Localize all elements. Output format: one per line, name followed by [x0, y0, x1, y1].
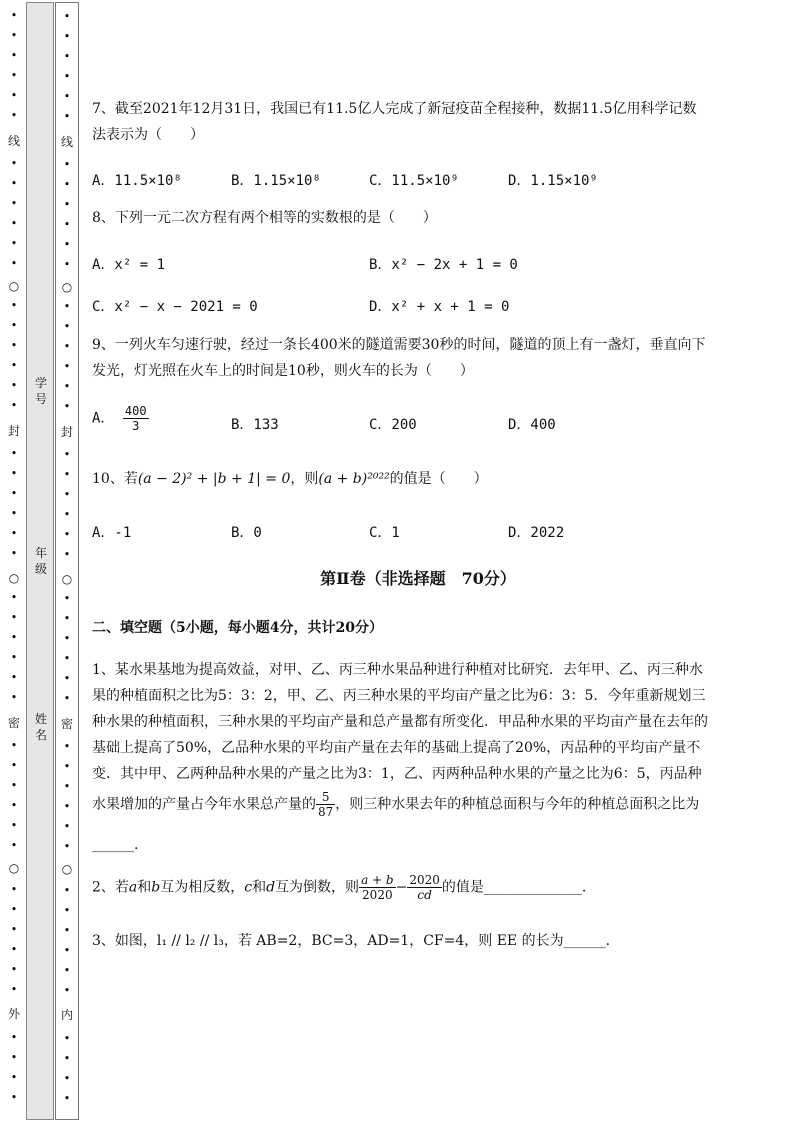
margin-dot: •: [64, 52, 70, 62]
fraction-denominator: 87: [318, 805, 334, 819]
margin-dot: •: [64, 1054, 70, 1064]
margin-dot: •: [64, 1094, 70, 1104]
margin-dot: •: [11, 91, 17, 101]
question-10: [92, 466, 488, 492]
margin-dot: •: [11, 159, 17, 169]
margin-dot: •: [11, 1053, 17, 1063]
question-7-line-2: 法表示为（ ）: [92, 127, 204, 143]
margin-dot: •: [64, 550, 70, 560]
margin-dot: •: [11, 781, 17, 791]
fill-2-and: 和: [137, 879, 152, 896]
q9-option-a-fraction: [123, 404, 149, 433]
q10-suffix: 的值是（ ）: [389, 471, 488, 487]
margin-dot: •: [64, 112, 70, 122]
margin-dot: •: [64, 220, 70, 230]
fraction-denominator: cd: [417, 888, 432, 902]
fill-1-line-3: 种水果的种植面积，三种水果的平均亩产量和总产量都有所变化．甲品种水果的平均亩产量在去年的: [92, 714, 708, 730]
grade-label: 年级: [34, 546, 47, 576]
margin-dot: •: [64, 1034, 70, 1044]
margin-dot: •: [64, 1074, 70, 1084]
margin-dot: •: [64, 510, 70, 520]
margin-circle: ○: [8, 861, 20, 875]
fill-1-line-6: [92, 790, 699, 819]
margin-dot: •: [11, 693, 17, 703]
var-d: d: [266, 879, 276, 896]
margin-dot: •: [11, 321, 17, 331]
margin-dot: •: [11, 509, 17, 519]
margin-dot: •: [11, 905, 17, 915]
margin-dot: •: [64, 322, 70, 332]
margin-dot: •: [64, 160, 70, 170]
margin-dot: •: [64, 802, 70, 812]
q8-option-a: A．x² = 1: [92, 257, 166, 273]
margin-dot: •: [11, 301, 17, 311]
margin-dot: •: [11, 341, 17, 351]
question-9-line-1: 9、一列火车匀速行驶，经过一条长400米的隧道需要30秒的时间，隧道的顶上有一盏灯，垂直向下: [92, 337, 706, 353]
margin-dot: •: [11, 1073, 17, 1083]
fill-1-line-4: 基础上提高了50%，乙品种水果的平均亩产量在去年的基础上提高了20%，丙品种的平均亩产量不: [92, 740, 701, 756]
q10-expression-2: (a + b)²⁰²²: [318, 471, 390, 487]
fill-1-fraction: [316, 790, 335, 819]
margin-dot: •: [64, 946, 70, 956]
margin-mark-seal: 封: [60, 425, 73, 439]
fill-2-prefix: 2、若: [92, 879, 129, 896]
margin-dot: •: [11, 925, 17, 935]
binding-margin-inner: [55, 2, 79, 1120]
margin-dot: •: [11, 965, 17, 975]
margin-dot: •: [11, 633, 17, 643]
margin-dot: •: [64, 12, 70, 22]
section-title: 第Ⅱ卷（非选择题 70分）: [320, 569, 516, 588]
margin-circle: ○: [61, 280, 73, 294]
q7-option-c: C．11.5×10⁹: [369, 173, 459, 189]
q10-option-c: C．1: [369, 525, 400, 541]
margin-dot: •: [11, 11, 17, 21]
fill-2-minus: −: [395, 879, 408, 896]
fraction-numerator: 2020: [409, 873, 440, 887]
margin-mark-line: 线: [7, 134, 20, 148]
name-label: 姓名: [34, 712, 47, 742]
fill-1-last-prefix: 水果增加的产量占今年水果总产量的: [92, 796, 316, 813]
fraction-numerator: 400: [124, 404, 147, 418]
question-8: 8、下列一元二次方程有两个相等的实数根的是（ ）: [92, 210, 437, 226]
margin-dot: •: [64, 382, 70, 392]
margin-dot: •: [11, 71, 17, 81]
margin-dot: •: [64, 240, 70, 250]
margin-circle: ○: [61, 572, 73, 586]
margin-dot: •: [11, 199, 17, 209]
margin-dot: •: [64, 986, 70, 996]
var-b: b: [151, 879, 161, 896]
margin-circle: ○: [8, 279, 20, 293]
q9-option-d: D．400: [508, 417, 556, 433]
margin-dot: •: [11, 741, 17, 751]
margin-dot: •: [11, 259, 17, 269]
margin-dot: •: [11, 219, 17, 229]
margin-dot: •: [64, 594, 70, 604]
fill-2-mid-1: 互为相反数，: [160, 879, 245, 896]
margin-dot: •: [64, 302, 70, 312]
margin-mark-secret: 密: [7, 716, 20, 730]
margin-dot: •: [11, 549, 17, 559]
margin-mark-outer: 外: [7, 1007, 20, 1021]
margin-dot: •: [11, 381, 17, 391]
q7-option-d: D．1.15×10⁹: [508, 173, 598, 189]
q10-expression: (a − 2)² + |b + 1| = 0: [137, 471, 291, 487]
margin-dot: •: [64, 180, 70, 190]
fill-2: [92, 873, 586, 902]
margin-dot: •: [64, 362, 70, 372]
fill-1-line-2: 果的种植面积之比为5：3：2，甲、乙、丙三种水果的平均亩产量之比为6：3：5．今年重新规划三: [92, 688, 706, 704]
fill-2-suffix: 的值是______________.: [441, 879, 587, 896]
margin-dot: •: [64, 470, 70, 480]
var-a: a: [128, 879, 138, 896]
margin-dot: •: [64, 926, 70, 936]
margin-dot: •: [11, 885, 17, 895]
margin-dot: •: [64, 450, 70, 460]
margin-dot: •: [11, 489, 17, 499]
var-c: c: [244, 879, 253, 896]
margin-dot: •: [64, 342, 70, 352]
fraction-denominator: 3: [132, 419, 140, 433]
q10-option-a: A．-1: [92, 525, 132, 541]
margin-dot: •: [64, 762, 70, 772]
margin-dot: •: [11, 821, 17, 831]
margin-dot: •: [11, 985, 17, 995]
margin-dot: •: [64, 614, 70, 624]
margin-dot: •: [11, 673, 17, 683]
q7-option-b: B．1.15×10⁸: [231, 173, 321, 189]
fill-in-heading: 二、填空题（5小题，每小题4分，共计20分）: [92, 620, 383, 636]
margin-dot: •: [64, 886, 70, 896]
margin-dot: •: [11, 1093, 17, 1103]
q10-prefix: 10、若: [92, 471, 138, 487]
margin-circle: ○: [8, 571, 20, 585]
margin-dot: •: [11, 529, 17, 539]
margin-dot: •: [11, 51, 17, 61]
fraction-denominator: 2020: [362, 888, 393, 902]
margin-dot: •: [11, 31, 17, 41]
margin-dot: •: [64, 200, 70, 210]
margin-dot: •: [64, 634, 70, 644]
margin-dot: •: [64, 674, 70, 684]
fill-2-mid-2: 互为倒数，则: [275, 879, 360, 896]
margin-dot: •: [64, 966, 70, 976]
student-info-strip: [26, 2, 54, 1120]
fill-2-fraction-1: [359, 873, 396, 902]
margin-dot: •: [11, 801, 17, 811]
margin-dot: •: [64, 742, 70, 752]
q9-option-b: B．133: [231, 417, 279, 433]
margin-circle: ○: [61, 862, 73, 876]
margin-dot: •: [11, 761, 17, 771]
margin-dot: •: [11, 945, 17, 955]
q10-option-b: B．0: [231, 525, 262, 541]
margin-dot: •: [64, 402, 70, 412]
fill-1-last-suffix: ，则三种水果去年的种植总面积与今年的种植总面积之比为: [335, 796, 700, 813]
margin-dot: •: [11, 239, 17, 249]
margin-dot: •: [64, 842, 70, 852]
fill-2-and-2: 和: [252, 879, 267, 896]
margin-dot: •: [11, 613, 17, 623]
margin-mark-seal: 封: [7, 424, 20, 438]
fraction-numerator: 5: [316, 790, 335, 805]
q7-option-a: A．11.5×10⁸: [92, 173, 182, 189]
student-id-label: 学号: [34, 376, 47, 406]
q10-mid: ，则: [290, 471, 319, 487]
fraction-numerator: a + b: [361, 873, 394, 887]
margin-dot: •: [11, 593, 17, 603]
margin-dot: •: [64, 490, 70, 500]
margin-mark-line: 线: [60, 135, 73, 149]
fill-3: 3、如图，l₁ // l₂ // l₃，若 AB=2，BC=3，AD=1，CF=4，则 EE 的长为______.: [92, 933, 611, 949]
margin-dot: •: [11, 111, 17, 121]
margin-dot: •: [11, 841, 17, 851]
margin-dot: •: [64, 92, 70, 102]
q9-option-a: [92, 404, 149, 433]
margin-dot: •: [64, 906, 70, 916]
margin-dot: •: [64, 260, 70, 270]
margin-dot: •: [11, 469, 17, 479]
fill-1-line-1: 1、某水果基地为提高效益，对甲、乙、丙三种水果品种进行种植对比研究．去年甲、乙、丙三种水: [92, 662, 703, 678]
q9-option-c: C．200: [369, 417, 417, 433]
q9-option-a-prefix: A．: [92, 410, 115, 427]
margin-mark-secret: 密: [60, 717, 73, 731]
margin-dot: •: [11, 361, 17, 371]
fill-1-answer-blank[interactable]: ______.: [92, 837, 139, 853]
margin-dot: •: [11, 653, 17, 663]
binding-margin-outer: [2, 0, 26, 1123]
margin-dot: •: [11, 449, 17, 459]
question-9-line-2: 发光，灯光照在火车上的时间是10秒，则火车的长为（ ）: [92, 363, 474, 379]
margin-mark-inner: 内: [60, 1008, 73, 1022]
q10-option-d: D．2022: [508, 525, 565, 541]
margin-dot: •: [64, 782, 70, 792]
q8-option-b: B．x² − 2x + 1 = 0: [369, 257, 518, 273]
margin-dot: •: [64, 654, 70, 664]
margin-dot: •: [64, 694, 70, 704]
margin-dot: •: [64, 822, 70, 832]
q8-option-d: D．x² + x + 1 = 0: [369, 299, 510, 315]
q8-option-c: C．x² − x − 2021 = 0: [92, 299, 258, 315]
question-7-line-1: 7、截至2021年12月31日，我国已有11.5亿人完成了新冠疫苗全程接种，数据11.5亿用科学记数: [92, 101, 697, 117]
fill-2-fraction-2: [407, 873, 442, 902]
margin-dot: •: [11, 1033, 17, 1043]
margin-dot: •: [11, 401, 17, 411]
margin-dot: •: [64, 72, 70, 82]
margin-dot: •: [64, 530, 70, 540]
fill-1-line-5: 变．其中甲、乙两种品种水果的产量之比为3：1，乙、丙两种品种水果的产量之比为6：5，丙品种: [92, 766, 702, 782]
margin-dot: •: [11, 179, 17, 189]
margin-dot: •: [64, 32, 70, 42]
